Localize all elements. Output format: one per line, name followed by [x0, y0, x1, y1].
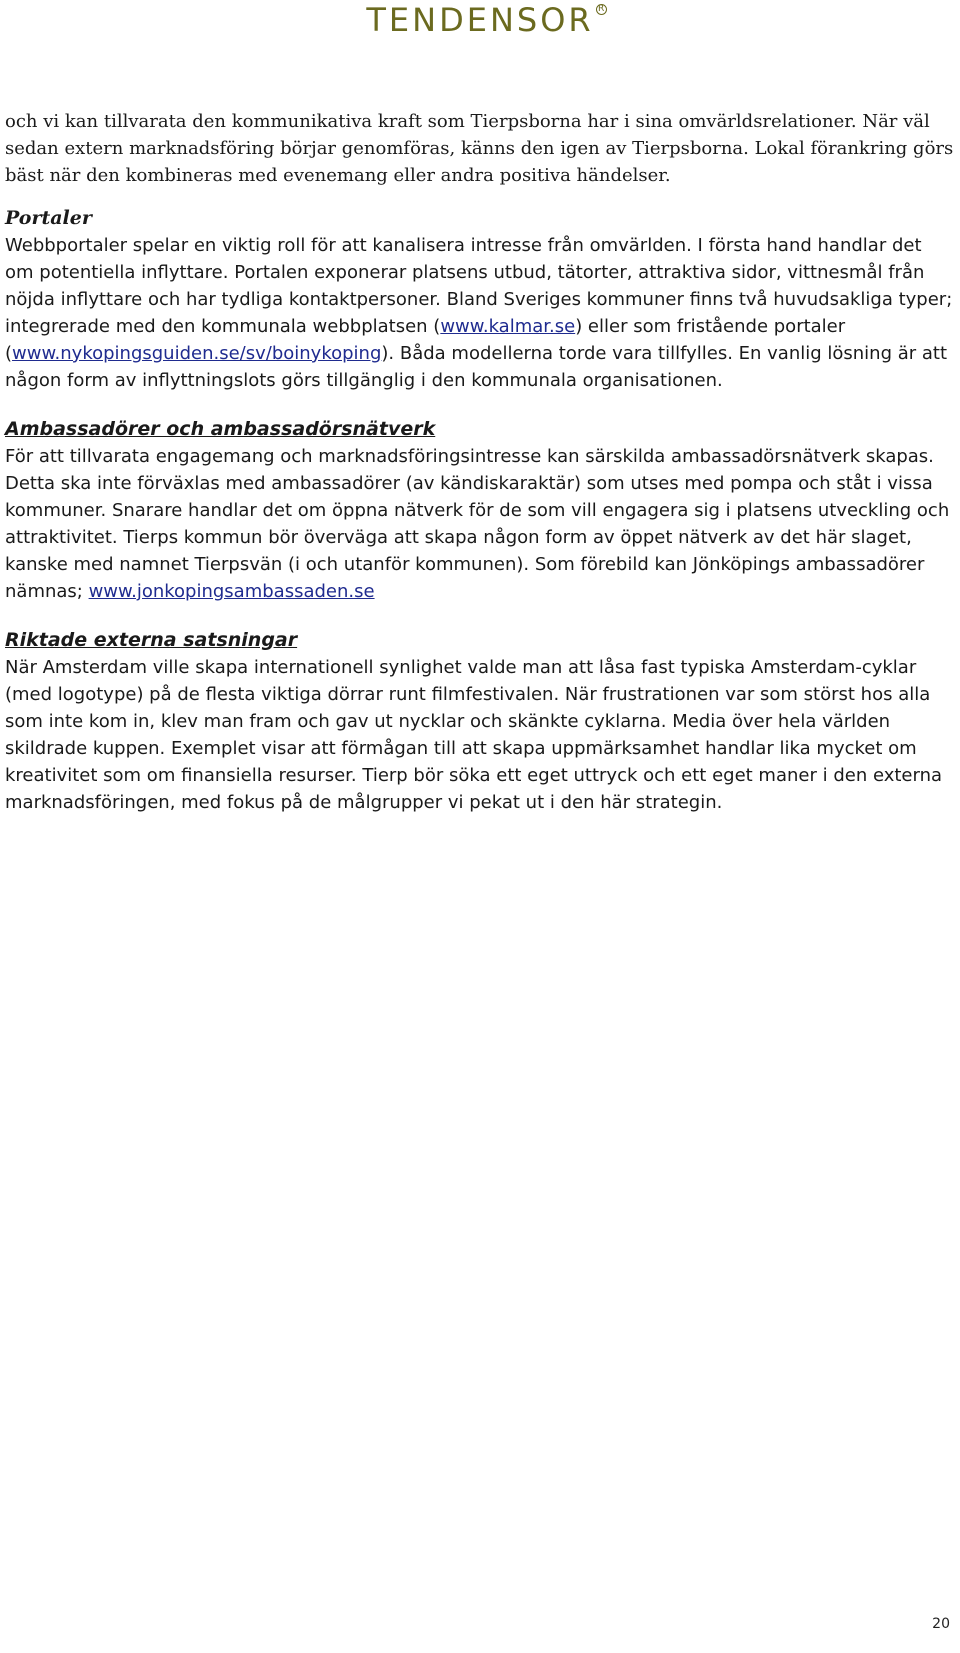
link-jonkopingsambassaden[interactable]: www.jonkopingsambassaden.se [88, 581, 375, 602]
heading-riktade: Riktade externa satsningar [5, 629, 298, 651]
document-body [5, 108, 955, 816]
portaler-text-2: ) eller som fristående portaler ( [5, 316, 846, 364]
portaler-paragraph [5, 232, 955, 394]
portaler-text-3: ). Båda modellerna torde vara tillfylles. En vanlig lösning är att någon form av inflyttningslots görs tillgänglig i den kommunala organisationen. [5, 343, 948, 391]
link-nykopingsguiden[interactable]: www.nykopingsguiden.se/sv/boinykoping [12, 343, 382, 364]
tendensor-logo [0, 2, 960, 38]
logo-wordmark: TENDENSOR [366, 1, 594, 39]
intro-paragraph: och vi kan tillvarata den kommunikativa kraft som Tierpsborna har i sina omvärldsrelationer. När väl sedan extern marknadsföring börjar genomföras, känns den igen av Tierpsborna. Lokal förankring görs bäst när den kombineras med evenemang eller andra positiva händelser. [5, 111, 954, 186]
ambassadorer-paragraph [5, 443, 955, 605]
portaler-text-1: Webbportaler spelar en viktig roll för att kanalisera intresse från omvärlden. I första hand handlar det om potentiella inflyttare. Portalen exponerar platsens utbud, tätorter, attraktiva sidor, vittnesmål från nöjda inflyttare och har tydliga kontaktpersoner. Bland Sveriges kommuner finns två huvudsakliga typer; integrerade med den kommunala webbplatsen ( [5, 235, 953, 337]
heading-ambassadorer: Ambassadörer och ambassadörsnätverk [5, 418, 436, 440]
registered-mark-icon: R [596, 4, 607, 15]
logo-text [366, 1, 605, 39]
ambassadorer-text: För att tillvarata engagemang och marknadsföringsintresse kan särskilda ambassadörsnätverk skapas. Detta ska inte förväxlas med ambassadörer (av kändiskaraktär) som utses med pompa och ståt i vissa kommuner. Snarare handlar det om öppna nätverk för de som vill engagera sig i platsens utveckling och attraktivitet. Tierps kommun bör överväga att skapa någon form av öppet nätverk av det här slaget, kanske med namnet Tierpsvän (i och utanför kommunen). Som förebild kan Jönköpings ambassadörer nämnas; [5, 446, 950, 602]
heading-portaler: Portaler [5, 207, 92, 229]
riktade-paragraph: När Amsterdam ville skapa internationell synlighet valde man att låsa fast typiska Amsterdam-cyklar (med logotype) på de flesta viktiga dörrar runt filmfestivalen. När frustrationen var som störst hos alla som inte kom in, klev man fram och gav ut nycklar och skänkte cyklarna. Media över hela världen skildrade kuppen. Exemplet visar att förmågan till att skapa uppmärksamhet handlar lika mycket om kreativitet som om finansiella resurser. Tierp bör söka ett eget uttryck och ett eget maner i den externa marknadsföringen, med fokus på de målgrupper vi pekat ut i den här strategin. [5, 657, 943, 813]
page-number: 20 [932, 1616, 950, 1632]
link-kalmar[interactable]: www.kalmar.se [440, 316, 576, 337]
